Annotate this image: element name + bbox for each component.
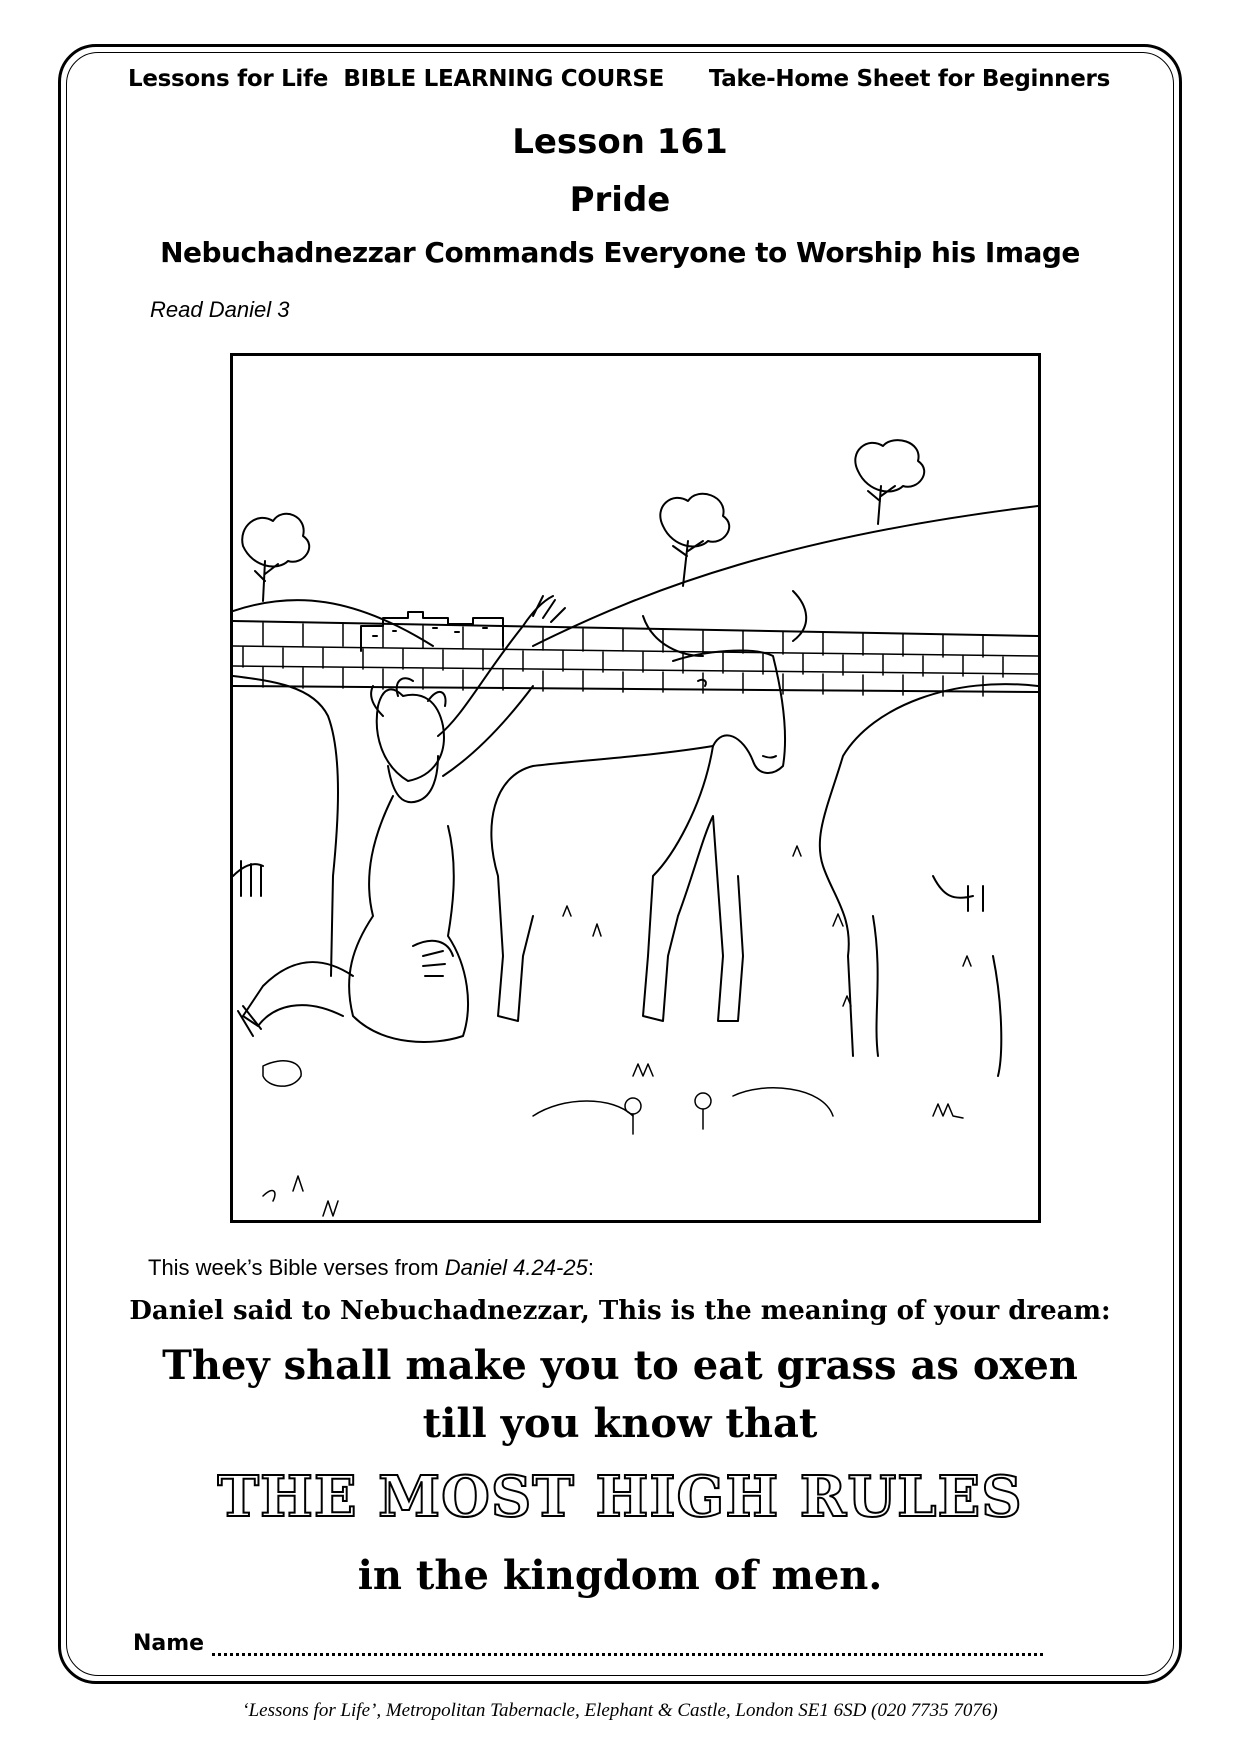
nebuchadnezzar-figure-icon (238, 596, 565, 1042)
ox-left-icon (233, 676, 338, 976)
tree-middle-icon (660, 494, 729, 586)
tree-right-icon (855, 440, 924, 524)
lesson-number: Lesson 161 (512, 122, 728, 162)
reading-reference: Read Daniel 3 (150, 297, 290, 322)
verse-intro-colon: : (587, 1255, 594, 1280)
name-field[interactable] (133, 1626, 1043, 1656)
verse-line-2: They shall make you to eat grass as oxen (162, 1342, 1078, 1389)
lesson-subtitle: Nebuchadnezzar Commands Everyone to Worship his Image (160, 236, 1080, 269)
verse-line-4-outline: THE MOST HIGH RULES (217, 1464, 1023, 1530)
lesson-theme: Pride (569, 180, 671, 220)
stone-wall (233, 621, 1038, 696)
verse-line-3: till you know that (422, 1400, 818, 1447)
verse-reference: Daniel 4.24-25 (444, 1255, 588, 1280)
coloring-illustration (230, 353, 1041, 1223)
verse-intro (148, 1255, 594, 1281)
verse-intro-text: This week’s Bible verses from (148, 1255, 445, 1280)
verse-line-1: Daniel said to Nebuchadnezzar, This is the meaning of your dream: (129, 1296, 1111, 1326)
sheet-type: Take-Home Sheet for Beginners (708, 66, 1110, 92)
ox-right-icon (820, 684, 1038, 1076)
tree-left-icon (242, 514, 309, 601)
ox-center-icon (491, 591, 806, 1021)
hill-right (533, 506, 1038, 646)
verse-line-5: in the kingdom of men. (357, 1552, 883, 1599)
name-label: Name (133, 1631, 205, 1656)
course-title: Lessons for Life BIBLE LEARNING COURSE (128, 66, 665, 92)
name-dotted-line[interactable] (212, 1635, 1043, 1656)
ground-details (263, 846, 971, 1216)
footer-address: ‘Lessons for Life’, Metropolitan Tabernacle, Elephant & Castle, London SE1 6SD (020 7735 7076) (242, 1700, 998, 1721)
